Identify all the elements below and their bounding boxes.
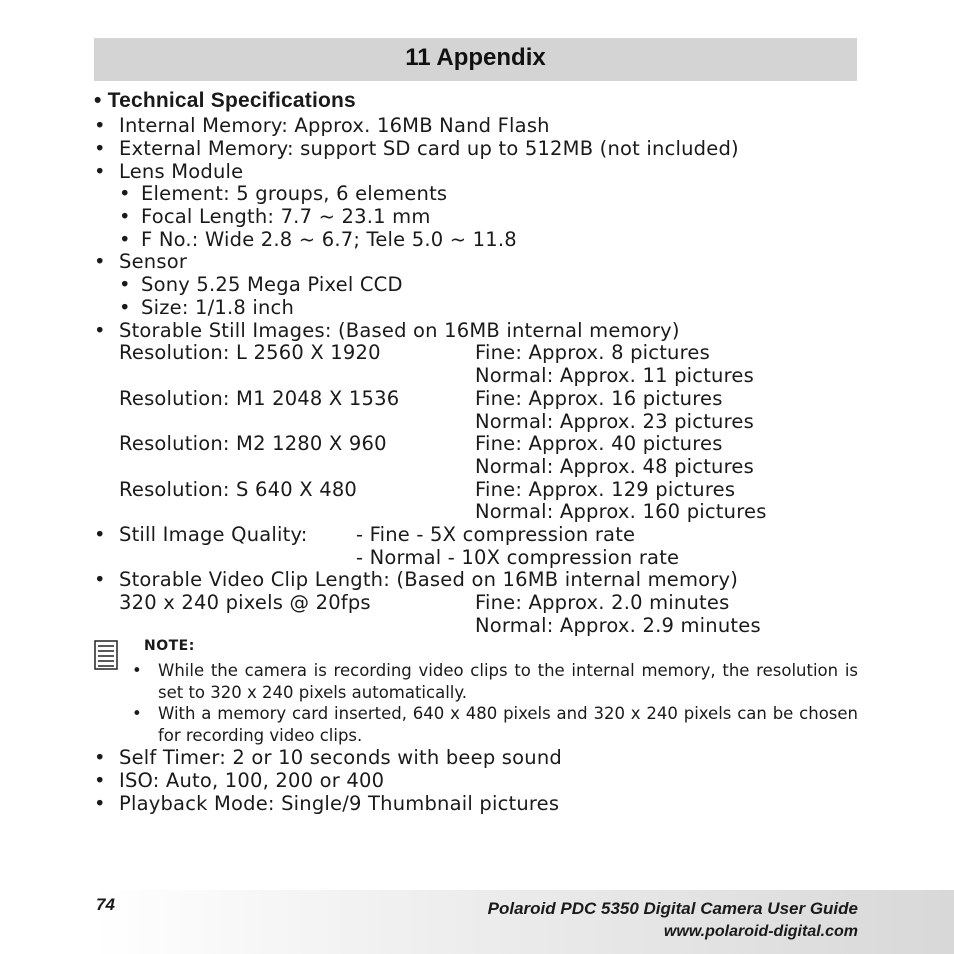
resolution-fine: Fine: Approx. 40 pictures — [475, 432, 723, 455]
spec-sensor — [94, 250, 187, 273]
resolution-fine: Fine: Approx. 16 pictures — [475, 387, 723, 410]
footer — [94, 890, 954, 954]
spec-text: Sensor — [119, 250, 188, 273]
spec-iso — [94, 769, 384, 792]
spec-text: Element: 5 groups, 6 elements — [141, 182, 448, 205]
note-icon — [94, 640, 118, 670]
video-resolution: 320 x 240 pixels @ 20fps — [119, 591, 371, 614]
section-header-band — [94, 38, 857, 81]
bullet: • — [94, 114, 106, 137]
spec-text: Sony 5.25 Mega Pixel CCD — [141, 273, 403, 296]
resolution-label: Resolution: M1 2048 X 1536 — [119, 387, 400, 410]
note-item — [132, 660, 858, 704]
note-text: With a memory card inserted, 640 x 480 pixels and 320 x 240 pixels can be chosen for recording video clips. — [158, 704, 858, 745]
spec-text: External Memory: support SD card up to 512MB (not included) — [119, 137, 739, 160]
spec-sensor-size — [119, 296, 294, 319]
bullet: • — [119, 273, 131, 296]
spec-still-quality — [94, 523, 834, 546]
spec-text: Still Image Quality: — [119, 523, 308, 546]
bullet: • — [94, 319, 106, 342]
quality-normal: - Normal - 10X compression rate — [356, 546, 680, 569]
note-item — [132, 703, 858, 747]
guide-url: www.polaroid-digital.com — [663, 923, 858, 940]
note-label: NOTE: — [144, 638, 195, 654]
spec-internal-memory — [94, 114, 550, 137]
bullet: • — [94, 746, 106, 769]
spec-text: Storable Still Images: (Based on 16MB internal memory) — [119, 319, 680, 342]
spec-text: Internal Memory: Approx. 16MB Nand Flash — [119, 114, 550, 137]
spec-external-memory — [94, 137, 739, 160]
spec-text: Focal Length: 7.7 ~ 23.1 mm — [141, 205, 431, 228]
spec-text: Size: 1/1.8 inch — [141, 296, 295, 319]
page-number: 74 — [96, 895, 115, 914]
resolution-label: Resolution: M2 1280 X 960 — [119, 432, 387, 455]
resolution-row — [119, 387, 839, 410]
bullet: • — [94, 89, 102, 112]
spec-lens-module — [94, 160, 243, 183]
spec-text: Playback Mode: Single/9 Thumbnail pictures — [119, 792, 560, 815]
spec-lens-fno — [119, 228, 517, 251]
resolution-label: Resolution: L 2560 X 1920 — [119, 341, 381, 364]
spec-video-clip — [94, 568, 738, 591]
resolution-row — [119, 432, 839, 455]
video-fine: Fine: Approx. 2.0 minutes — [475, 591, 730, 614]
resolution-normal: Normal: Approx. 11 pictures — [475, 364, 754, 387]
page-title: 11 Appendix — [405, 44, 546, 71]
bullet: • — [94, 160, 106, 183]
bullet: • — [119, 296, 131, 319]
bullet: • — [94, 137, 106, 160]
bullet: • — [119, 182, 131, 205]
guide-title: Polaroid PDC 5350 Digital Camera User Guide — [487, 899, 858, 918]
spec-text: ISO: Auto, 100, 200 or 400 — [119, 769, 385, 792]
bullet: • — [132, 661, 142, 680]
spec-heading — [94, 89, 356, 112]
bullet: • — [94, 250, 106, 273]
quality-fine: - Fine - 5X compression rate — [356, 523, 636, 546]
spec-playback — [94, 792, 559, 815]
spec-lens-focal — [119, 205, 431, 228]
spec-self-timer — [94, 746, 562, 769]
resolution-normal: Normal: Approx. 160 pictures — [475, 500, 767, 523]
bullet: • — [94, 568, 106, 591]
spec-sensor-type — [119, 273, 403, 296]
spec-text: Self Timer: 2 or 10 seconds with beep sound — [119, 746, 562, 769]
resolution-normal: Normal: Approx. 48 pictures — [475, 455, 754, 478]
resolution-normal: Normal: Approx. 23 pictures — [475, 410, 754, 433]
bullet: • — [94, 523, 106, 546]
spec-text: F No.: Wide 2.8 ~ 6.7; Tele 5.0 ~ 11.8 — [141, 228, 517, 251]
bullet: • — [119, 205, 131, 228]
spec-text: Lens Module — [119, 160, 244, 183]
video-row — [119, 591, 839, 614]
video-normal: Normal: Approx. 2.9 minutes — [475, 614, 761, 637]
bullet: • — [94, 792, 106, 815]
spec-storable-still — [94, 319, 680, 342]
spec-text: Storable Video Clip Length: (Based on 16MB internal memory) — [119, 568, 739, 591]
resolution-fine: Fine: Approx. 129 pictures — [475, 478, 736, 501]
spec-heading-text: Technical Specifications — [107, 89, 356, 112]
resolution-row — [119, 341, 839, 364]
bullet: • — [132, 704, 142, 723]
spec-lens-element — [119, 182, 447, 205]
bullet: • — [119, 228, 131, 251]
bullet: • — [94, 769, 106, 792]
resolution-fine: Fine: Approx. 8 pictures — [475, 341, 710, 364]
resolution-label: Resolution: S 640 X 480 — [119, 478, 358, 501]
note-text: While the camera is recording video clips to the internal memory, the resolution is set to 320 x 240 pixels automatically. — [158, 661, 858, 702]
resolution-row — [119, 478, 839, 501]
